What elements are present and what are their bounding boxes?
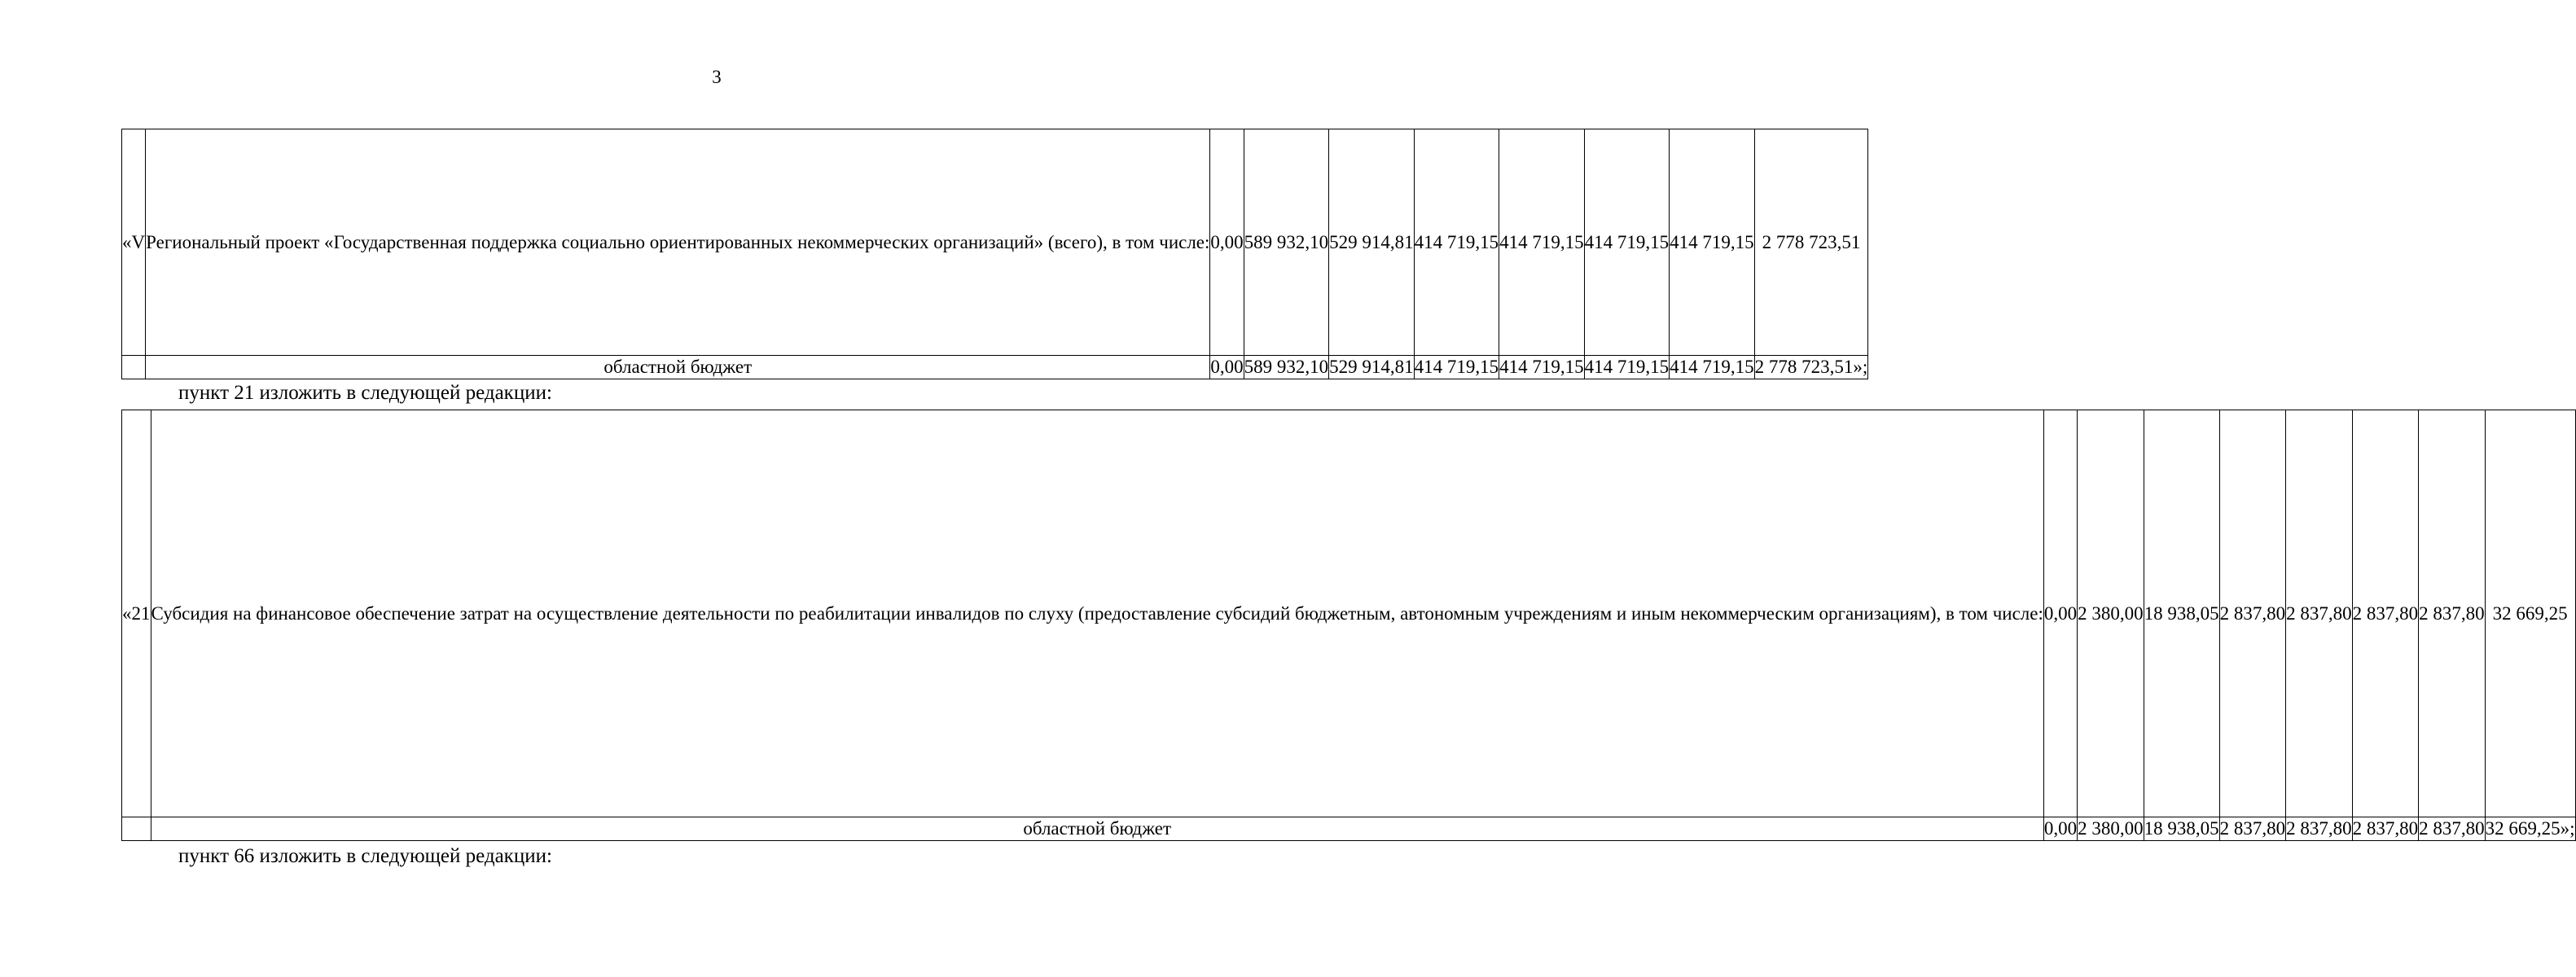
value-cell: 529 914,81 — [1329, 356, 1415, 379]
value-cell: 0,00 — [1210, 356, 1244, 379]
empty-cell — [122, 356, 146, 379]
value-cell: 589 932,10 — [1244, 129, 1329, 356]
sub-row-label: областной бюджет — [146, 356, 1210, 379]
page-number: 3 — [712, 67, 722, 87]
value-cell: 18 938,05 — [2144, 410, 2219, 817]
instruction-point-66: пункт 66 изложить в следующей редакции: — [178, 845, 552, 867]
empty-cell — [122, 817, 151, 841]
row-description: Региональный проект «Государственная поддержка социально ориентированных некоммерческих организаций» (всего), в том числе: — [146, 129, 1210, 356]
value-cell: 529 914,81 — [1329, 129, 1415, 356]
sub-row-label: областной бюджет — [151, 817, 2043, 841]
table-row-sub — [122, 356, 1868, 379]
value-cell: 2 837,80 — [2419, 410, 2486, 817]
value-cell: 0,00 — [2043, 817, 2077, 841]
row-description: Субсидия на финансовое обеспечение затрат на осуществление деятельности по реабилитации инвалидов по слуху (предоставление субсидий бюджетным, автономным учреждениям и иным некоммерческим организациям), в том числе: — [151, 410, 2043, 817]
value-cell: 0,00 — [2043, 410, 2077, 817]
value-cell: 589 932,10 — [1244, 356, 1329, 379]
value-cell: 414 719,15 — [1499, 356, 1585, 379]
total-cell: 32 669,25 — [2485, 410, 2575, 817]
value-cell: 0,00 — [1210, 129, 1244, 356]
budget-table-subsidy — [121, 410, 2576, 841]
value-cell: 414 719,15 — [1414, 129, 1499, 356]
total-cell: 2 778 723,51 — [1754, 129, 1868, 356]
value-cell: 2 837,80 — [2219, 817, 2286, 841]
value-cell: 414 719,15 — [1670, 129, 1755, 356]
value-cell: 2 837,80 — [2352, 410, 2419, 817]
table-row-main — [122, 410, 2576, 817]
value-cell: 18 938,05 — [2144, 817, 2219, 841]
value-cell: 414 719,15 — [1584, 129, 1670, 356]
row-marker: «21 — [122, 410, 151, 817]
value-cell: 2 837,80 — [2352, 817, 2419, 841]
total-cell: 2 778 723,51»; — [1754, 356, 1868, 379]
value-cell: 414 719,15 — [1499, 129, 1585, 356]
value-cell: 2 837,80 — [2286, 410, 2353, 817]
value-cell: 2 380,00 — [2078, 817, 2144, 841]
value-cell: 2 380,00 — [2078, 410, 2144, 817]
row-marker: «V — [122, 129, 146, 356]
total-cell: 32 669,25»; — [2485, 817, 2575, 841]
value-cell: 414 719,15 — [1414, 356, 1499, 379]
value-cell: 414 719,15 — [1584, 356, 1670, 379]
value-cell: 2 837,80 — [2286, 817, 2353, 841]
table-row-sub — [122, 817, 2576, 841]
value-cell: 2 837,80 — [2219, 410, 2286, 817]
value-cell: 2 837,80 — [2419, 817, 2486, 841]
budget-table-regional-project — [121, 129, 1868, 379]
value-cell: 414 719,15 — [1670, 356, 1755, 379]
instruction-point-21: пункт 21 изложить в следующей редакции: — [178, 382, 552, 404]
table-row-main — [122, 129, 1868, 356]
